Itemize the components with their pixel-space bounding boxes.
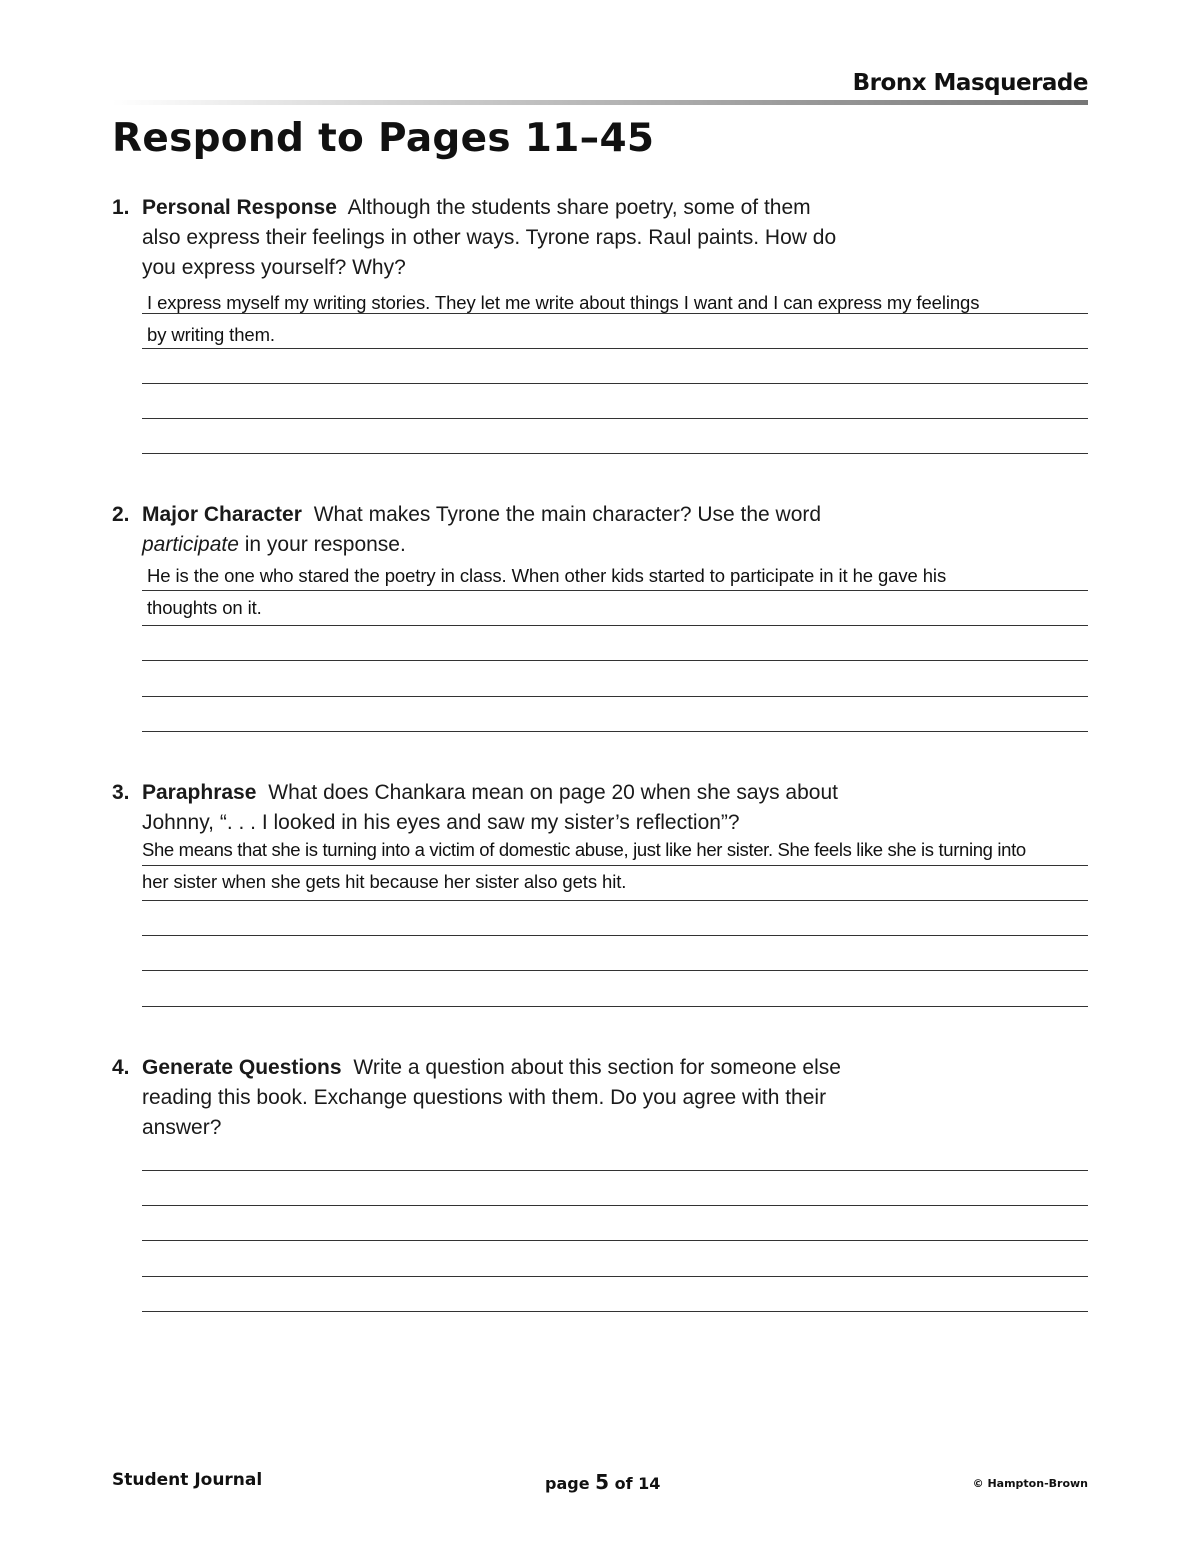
answer-line[interactable] [142,313,1088,314]
question-number: 2. [112,503,130,526]
answer-line-1-text: I express myself my writing stories. They let me write about things I want and I can express my feelings [147,292,980,313]
question-2 [112,500,1088,560]
copyright: © Hampton-Brown [972,1477,1088,1490]
question-label: Paraphrase [142,781,257,804]
answer-line-1-text: She means that she is turning into a victim of domestic abuse, just like her sister. She feels like she is turning into [142,839,1026,860]
page-indicator [545,1470,660,1494]
question-prompt: Although the students share poetry, some of them also express their feelings in other ways. Tyrone raps. Raul paints. How do you express yourself? Why? [142,196,837,279]
answer-line[interactable] [142,900,1088,901]
question-label: Major Character [142,503,302,526]
answer-line[interactable] [142,348,1088,349]
answer-line[interactable] [142,418,1088,419]
page-title: Respond to Pages 11–45 [112,116,655,161]
answer-line[interactable] [142,865,1088,866]
answer-line[interactable] [142,696,1088,697]
answer-line[interactable] [142,1240,1088,1241]
answer-line[interactable] [142,660,1088,661]
page-total: 14 [638,1474,661,1493]
answer-line[interactable] [142,1170,1088,1171]
answer-line[interactable] [142,970,1088,971]
answer-line[interactable] [142,383,1088,384]
page-number: 5 [595,1470,610,1494]
page-prefix: page [545,1474,590,1493]
answer-line[interactable] [142,1311,1088,1312]
answer-line[interactable] [142,935,1088,936]
question-prompt: Write a question about this section for someone else reading this book. Exchange questions with them. Do you agree with their answer? [142,1056,841,1139]
header-rule [112,100,1088,105]
book-title: Bronx Masquerade [852,70,1088,96]
question-number: 4. [112,1056,130,1079]
answer-line[interactable] [142,1006,1088,1007]
question-prompt-end: in your response. [244,533,406,556]
answer-line[interactable] [142,590,1088,591]
question-4 [112,1053,1088,1143]
answer-line-1-text: He is the one who stared the poetry in class. When other kids started to participate in it he gave his [147,565,947,586]
question-prompt: What makes Tyrone the main character? Use the word [313,503,822,526]
question-label: Generate Questions [142,1056,342,1079]
answer-line[interactable] [142,453,1088,454]
question-prompt-emphasis: participate [142,533,239,556]
question-3 [112,778,1088,838]
question-1 [112,193,1088,283]
answer-line-2-text: thoughts on it. [147,597,262,618]
answer-line-2-text: her sister when she gets hit because her sister also gets hit. [142,871,627,892]
question-prompt: What does Chankara mean on page 20 when she says about Johnny, “. . . I looked in his eyes and saw my sister’s reflection”? [142,781,838,834]
question-label: Personal Response [142,196,337,219]
answer-line[interactable] [142,1205,1088,1206]
answer-line[interactable] [142,731,1088,732]
footer-journal-label: Student Journal [112,1470,263,1490]
question-number: 1. [112,196,130,219]
answer-line[interactable] [142,1276,1088,1277]
question-number: 3. [112,781,130,804]
page-mid: of [614,1474,633,1493]
answer-line-2-text: by writing them. [147,324,275,345]
answer-line[interactable] [142,625,1088,626]
